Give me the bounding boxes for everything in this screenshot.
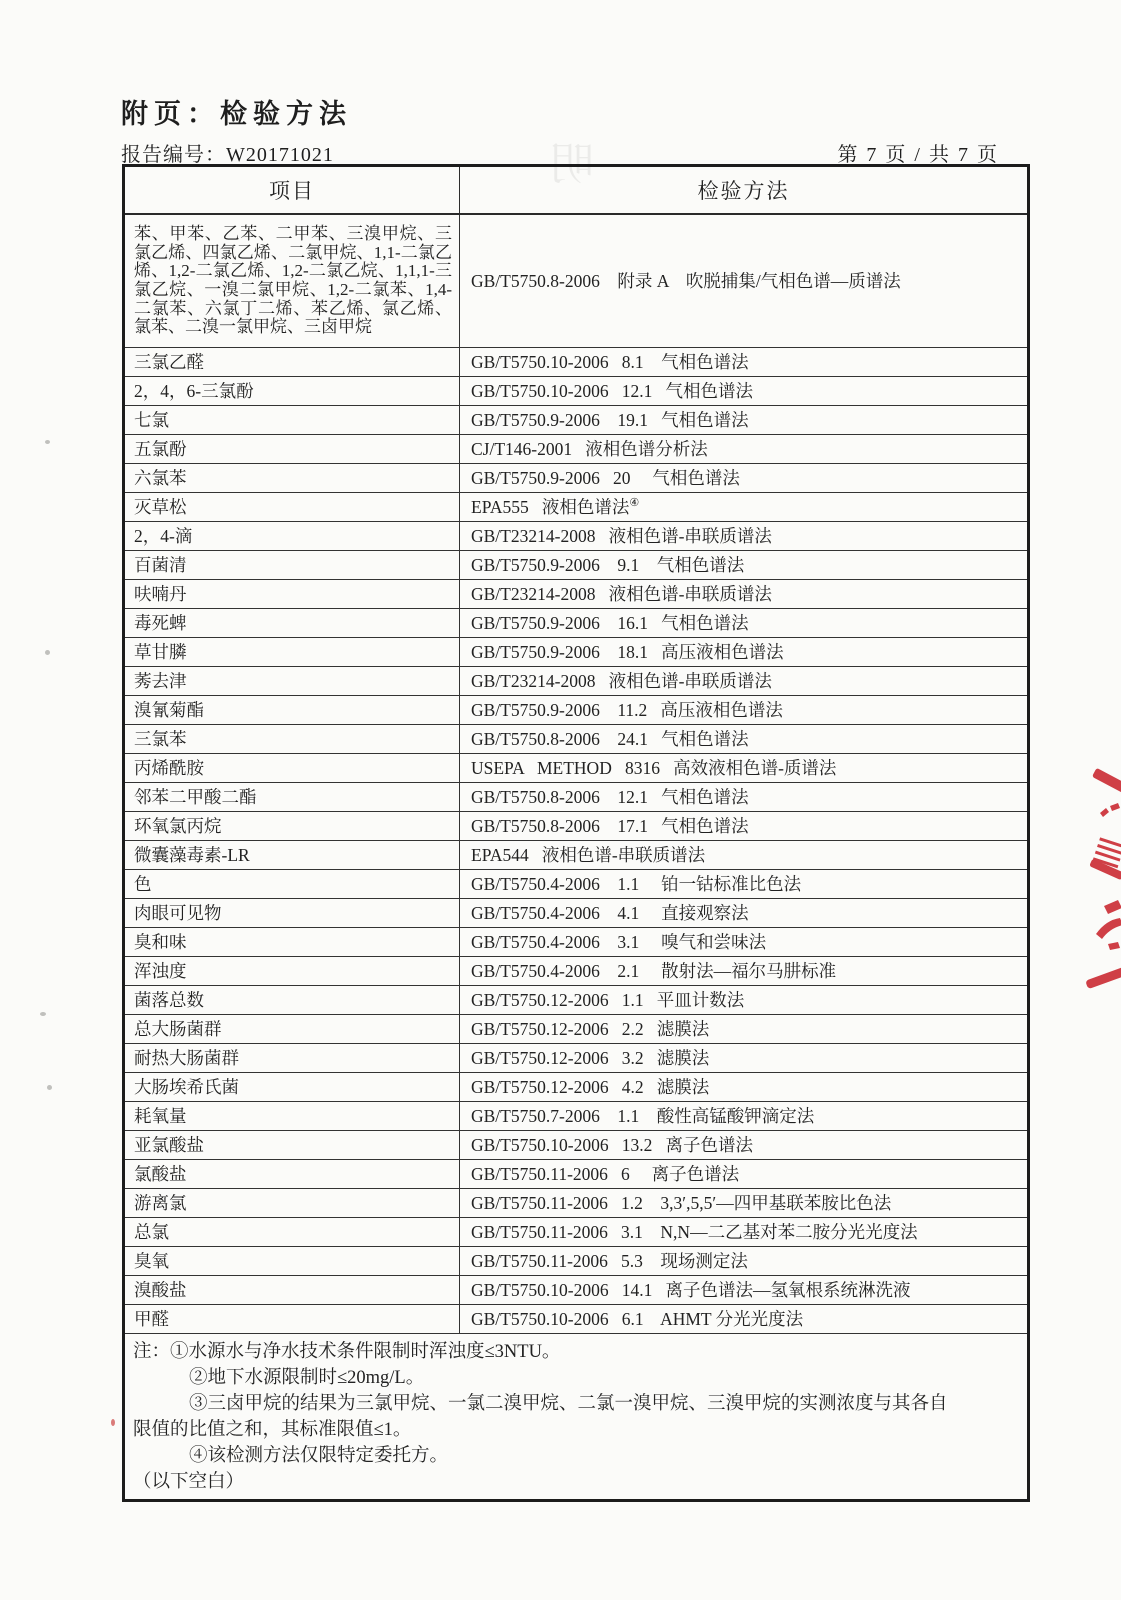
item-cell: 耐热大肠菌群 (124, 1044, 460, 1073)
method-cell: GB/T5750.11-2006 1.2 3,3′,5,5′—四甲基联苯胺比色法 (460, 1189, 1029, 1218)
scan-speck (45, 440, 50, 444)
method-cell: GB/T5750.4-2006 1.1 铂一钴标准比色法 (460, 870, 1029, 899)
notes-cell (124, 1334, 1029, 1501)
method-cell: EPA555 液相色谱法④ (460, 493, 1029, 522)
item-cell: 色 (124, 870, 460, 899)
method-cell: GB/T5750.9-2006 18.1 高压液相色谱法 (460, 638, 1029, 667)
method-cell: GB/T5750.9-2006 20 气相色谱法 (460, 464, 1029, 493)
scan-speck (47, 1085, 52, 1090)
table-row (124, 1305, 1029, 1334)
note-line: （以下空白） (133, 1472, 245, 1492)
method-cell: GB/T5750.11-2006 3.1 N,N—二乙基对苯二胺分光光度法 (460, 1218, 1029, 1247)
item-cell: 环氧氯丙烷 (124, 812, 460, 841)
method-cell: GB/T5750.11-2006 5.3 现场测定法 (460, 1247, 1029, 1276)
table-row (124, 406, 1029, 435)
table-row (124, 783, 1029, 812)
method-cell: GB/T5750.8-2006 附录 A 吹脱捕集/气相色谱—质谱法 (460, 214, 1029, 348)
footnote-marker: ④ (629, 496, 640, 509)
table-row-volatiles-group (124, 214, 1029, 348)
page-title: 附页：检验方法 (121, 99, 352, 129)
method-cell: GB/T23214-2008 液相色谱-串联质谱法 (460, 580, 1029, 609)
item-cell: 百菌清 (124, 551, 460, 580)
table-row (124, 870, 1029, 899)
table-row (124, 1276, 1029, 1305)
item-cell: 溴氰菊酯 (124, 696, 460, 725)
report-number (121, 138, 334, 167)
method-cell: GB/T5750.12-2006 1.1 平皿计数法 (460, 986, 1029, 1015)
scan-speck (45, 650, 50, 655)
table-row (124, 957, 1029, 986)
item-cell: 莠去津 (124, 667, 460, 696)
item-cell: 氯酸盐 (124, 1160, 460, 1189)
method-cell: GB/T5750.12-2006 2.2 滤膜法 (460, 1015, 1029, 1044)
item-cell: 肉眼可见物 (124, 899, 460, 928)
method-cell: GB/T5750.9-2006 19.1 气相色谱法 (460, 406, 1029, 435)
table-row (124, 522, 1029, 551)
method-cell: GB/T5750.4-2006 4.1 直接观察法 (460, 899, 1029, 928)
item-cell: 毒死蜱 (124, 609, 460, 638)
table-row (124, 377, 1029, 406)
notes-content (133, 1339, 1017, 1495)
item-cell: 三氯苯 (124, 725, 460, 754)
item-cell: 甲醛 (124, 1305, 460, 1334)
item-cell: 游离氯 (124, 1189, 460, 1218)
item-cell: 总氯 (124, 1218, 460, 1247)
item-cell: 微囊藻毒素-LR (124, 841, 460, 870)
table-row (124, 493, 1029, 522)
method-cell: GB/T5750.12-2006 3.2 滤膜法 (460, 1044, 1029, 1073)
note-line: 限值的比值之和，其标准限值≤1。 (133, 1420, 412, 1440)
note-line: 注：①水源水与净水技术条件限制时浑浊度≤3NTU。 (133, 1342, 561, 1362)
method-cell: GB/T5750.4-2006 3.1 嗅气和尝味法 (460, 928, 1029, 957)
table-row (124, 1015, 1029, 1044)
item-cell: 七氯 (124, 406, 460, 435)
table-row (124, 464, 1029, 493)
method-cell: GB/T5750.9-2006 9.1 气相色谱法 (460, 551, 1029, 580)
bleedthrough-ghost: 明 (520, 140, 594, 189)
method-cell: GB/T5750.11-2006 6 离子色谱法 (460, 1160, 1029, 1189)
table-row (124, 1160, 1029, 1189)
method-cell: GB/T5750.10-2006 12.1 气相色谱法 (460, 377, 1029, 406)
table-row (124, 348, 1029, 377)
item-cell: 苯、甲苯、乙苯、二甲苯、三溴甲烷、三氯乙烯、四氯乙烯、二氯甲烷、1,1-二氯乙烯、1,2-二氯乙烯、1,2-二氯乙烷、1,1,1-三氯乙烷、一溴二氯甲烷、1,2-二氯苯、1,4-二氯苯、六氯丁二烯、苯乙烯、氯乙烯、氯苯、二溴一氯甲烷、三卤甲烷 (124, 214, 460, 348)
method-cell: GB/T5750.8-2006 17.1 气相色谱法 (460, 812, 1029, 841)
item-cell: 2，4-滴 (124, 522, 460, 551)
report-header-row (121, 138, 999, 167)
table-row (124, 725, 1029, 754)
table-row (124, 1044, 1029, 1073)
item-cell: 溴酸盐 (124, 1276, 460, 1305)
scan-speck (111, 1419, 115, 1426)
method-cell: GB/T5750.12-2006 4.2 滤膜法 (460, 1073, 1029, 1102)
method-cell: GB/T23214-2008 液相色谱-串联质谱法 (460, 667, 1029, 696)
method-cell: GB/T5750.10-2006 6.1 AHMT 分光光度法 (460, 1305, 1029, 1334)
table-header-row (124, 166, 1029, 215)
item-cell: 三氯乙醛 (124, 348, 460, 377)
table-row (124, 1189, 1029, 1218)
method-cell: GB/T5750.8-2006 24.1 气相色谱法 (460, 725, 1029, 754)
item-cell: 臭氧 (124, 1247, 460, 1276)
note-line: ④该检测方法仅限特定委托方。 (189, 1446, 449, 1466)
red-stamp-fragment-icon (1038, 738, 1121, 998)
item-cell: 草甘膦 (124, 638, 460, 667)
item-cell: 丙烯酰胺 (124, 754, 460, 783)
table-row (124, 1102, 1029, 1131)
item-cell: 总大肠菌群 (124, 1015, 460, 1044)
report-number-label: 报告编号： (121, 144, 226, 166)
method-cell: GB/T5750.7-2006 1.1 酸性高锰酸钾滴定法 (460, 1102, 1029, 1131)
item-cell: 浑浊度 (124, 957, 460, 986)
method-cell: GB/T5750.10-2006 14.1 离子色谱法—氢氧根系统淋洗液 (460, 1276, 1029, 1305)
item-cell: 菌落总数 (124, 986, 460, 1015)
note-line: ②地下水源限制时≤20mg/L。 (189, 1368, 425, 1388)
method-cell: EPA544 液相色谱-串联质谱法 (460, 841, 1029, 870)
method-cell: GB/T5750.9-2006 11.2 高压液相色谱法 (460, 696, 1029, 725)
table-row (124, 609, 1029, 638)
method-cell: GB/T5750.10-2006 13.2 离子色谱法 (460, 1131, 1029, 1160)
table-row (124, 551, 1029, 580)
method-cell: USEPA METHOD 8316 高效液相色谱-质谱法 (460, 754, 1029, 783)
table-row (124, 986, 1029, 1015)
item-cell: 臭和味 (124, 928, 460, 957)
table-row (124, 696, 1029, 725)
item-cell: 六氯苯 (124, 464, 460, 493)
method-cell: GB/T5750.4-2006 2.1 散射法—福尔马肼标准 (460, 957, 1029, 986)
note-line: ③三卤甲烷的结果为三氯甲烷、一氯二溴甲烷、二氯一溴甲烷、三溴甲烷的实测浓度与其各自 (189, 1394, 948, 1414)
item-cell: 耗氧量 (124, 1102, 460, 1131)
table-row (124, 638, 1029, 667)
item-cell: 呋喃丹 (124, 580, 460, 609)
method-cell: GB/T23214-2008 液相色谱-串联质谱法 (460, 522, 1029, 551)
table-row (124, 580, 1029, 609)
table-row (124, 1218, 1029, 1247)
page-indicator: 第 7 页 / 共 7 页 (837, 144, 999, 166)
table-row (124, 435, 1029, 464)
table-body (124, 214, 1029, 1501)
method-cell: GB/T5750.9-2006 16.1 气相色谱法 (460, 609, 1029, 638)
notes-row (124, 1334, 1029, 1501)
table-row (124, 1073, 1029, 1102)
item-cell: 五氯酚 (124, 435, 460, 464)
table-row (124, 1247, 1029, 1276)
method-cell: GB/T5750.10-2006 8.1 气相色谱法 (460, 348, 1029, 377)
scan-speck (40, 1012, 46, 1016)
item-cell: 灭草松 (124, 493, 460, 522)
table-row (124, 667, 1029, 696)
column-header-method: 检验方法 (460, 166, 1029, 215)
method-cell: CJ/T146-2001 液相色谱分析法 (460, 435, 1029, 464)
item-cell: 亚氯酸盐 (124, 1131, 460, 1160)
table-row (124, 812, 1029, 841)
table-row (124, 841, 1029, 870)
table-row (124, 1131, 1029, 1160)
item-cell: 邻苯二甲酸二酯 (124, 783, 460, 812)
table-row (124, 928, 1029, 957)
item-cell: 大肠埃希氏菌 (124, 1073, 460, 1102)
table-row (124, 899, 1029, 928)
report-number-value: W20171021 (226, 144, 334, 166)
item-cell: 2，4，6-三氯酚 (124, 377, 460, 406)
column-header-item: 项目 (124, 166, 460, 215)
method-cell: GB/T5750.8-2006 12.1 气相色谱法 (460, 783, 1029, 812)
methods-table (122, 164, 1030, 1502)
table-row (124, 754, 1029, 783)
